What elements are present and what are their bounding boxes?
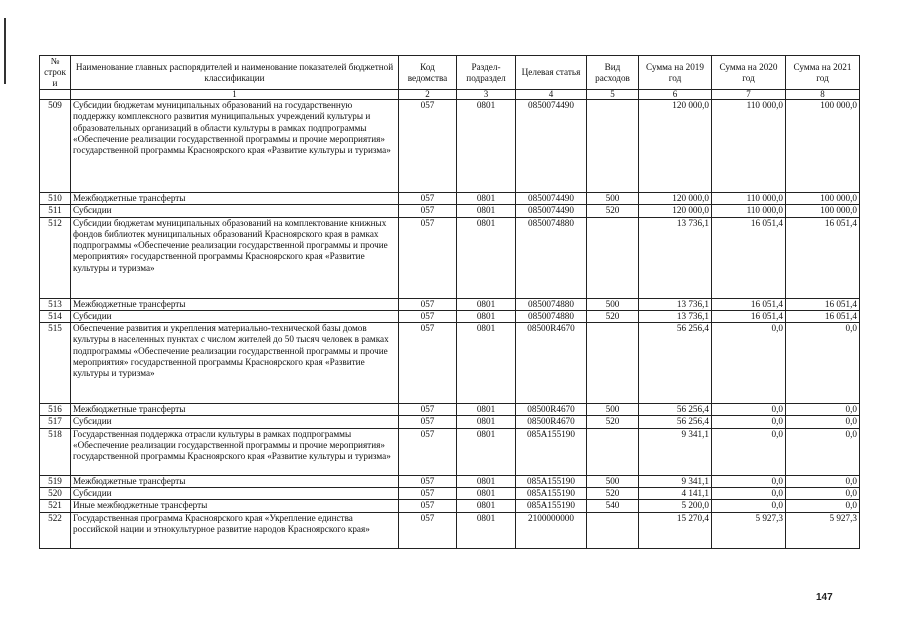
table-row bbox=[40, 404, 860, 416]
row-sum2019: 4 141,1 bbox=[639, 488, 712, 500]
row-sum2021: 0,0 bbox=[786, 428, 860, 475]
row-num: 510 bbox=[40, 193, 71, 205]
col-number: 5 bbox=[587, 90, 639, 100]
row-exp-type bbox=[587, 512, 639, 548]
row-dept: 057 bbox=[399, 100, 457, 193]
row-dept: 057 bbox=[399, 404, 457, 416]
row-num: 511 bbox=[40, 205, 71, 217]
row-exp-type: 520 bbox=[587, 488, 639, 500]
col-number: 8 bbox=[786, 90, 860, 100]
row-exp-type: 520 bbox=[587, 310, 639, 322]
row-name: Субсидии bbox=[71, 205, 399, 217]
row-name: Межбюджетные трансферты bbox=[71, 404, 399, 416]
row-exp-type: 520 bbox=[587, 416, 639, 428]
row-sum2019: 13 736,1 bbox=[639, 298, 712, 310]
table-row bbox=[40, 217, 860, 298]
row-name: Субсидии bbox=[71, 416, 399, 428]
row-sum2020: 0,0 bbox=[712, 323, 786, 404]
row-name: Обеспечение развития и укрепления материально-технической базы домов культуры в населенных пунктах с числом жителей до 50 тысяч человек в рамках подпрограммы «Обеспечение реализации государственной программы и прочие мероприятия» государственной программы Красноярского края «Развитие культуры и туризма» bbox=[71, 323, 399, 404]
row-num: 512 bbox=[40, 217, 71, 298]
row-sum2021: 0,0 bbox=[786, 488, 860, 500]
row-exp-type bbox=[587, 100, 639, 193]
row-sum2020: 0,0 bbox=[712, 404, 786, 416]
row-section: 0801 bbox=[457, 205, 516, 217]
table-row bbox=[40, 193, 860, 205]
row-sum2019: 9 341,1 bbox=[639, 475, 712, 487]
table-row bbox=[40, 500, 860, 512]
row-dept: 057 bbox=[399, 488, 457, 500]
row-name: Субсидии бюджетам муниципальных образований на комплектование книжных фондов библиотек муниципальных образований Красноярского края в рамках подпрограммы «Обеспечение реализации государственной программы и прочие мероприятия» государственной программы Красноярского края «Развитие культуры и туризма» bbox=[71, 217, 399, 298]
row-section: 0801 bbox=[457, 193, 516, 205]
col-number: 4 bbox=[516, 90, 587, 100]
row-sum2019: 120 000,0 bbox=[639, 100, 712, 193]
row-name: Межбюджетные трансферты bbox=[71, 475, 399, 487]
row-sum2020: 5 927,3 bbox=[712, 512, 786, 548]
table-row bbox=[40, 475, 860, 487]
row-num: 517 bbox=[40, 416, 71, 428]
row-sum2020: 0,0 bbox=[712, 428, 786, 475]
row-dept: 057 bbox=[399, 298, 457, 310]
table-row bbox=[40, 323, 860, 404]
row-target: 0850074880 bbox=[516, 298, 587, 310]
row-name: Субсидии bbox=[71, 310, 399, 322]
row-sum2019: 15 270,4 bbox=[639, 512, 712, 548]
row-section: 0801 bbox=[457, 512, 516, 548]
row-sum2020: 110 000,0 bbox=[712, 193, 786, 205]
row-target: 2100000000 bbox=[516, 512, 587, 548]
page-number: 147 bbox=[816, 592, 833, 603]
row-num: 520 bbox=[40, 488, 71, 500]
header-sum2019: Сумма на 2019 год bbox=[639, 56, 712, 90]
row-num: 516 bbox=[40, 404, 71, 416]
row-num: 519 bbox=[40, 475, 71, 487]
row-section: 0801 bbox=[457, 323, 516, 404]
table-row bbox=[40, 205, 860, 217]
row-dept: 057 bbox=[399, 310, 457, 322]
row-sum2019: 56 256,4 bbox=[639, 323, 712, 404]
row-section: 0801 bbox=[457, 500, 516, 512]
col-number bbox=[40, 90, 71, 100]
row-exp-type: 540 bbox=[587, 500, 639, 512]
col-number: 6 bbox=[639, 90, 712, 100]
header-exp-type: Вид расходов bbox=[587, 56, 639, 90]
row-sum2020: 0,0 bbox=[712, 416, 786, 428]
row-sum2020: 0,0 bbox=[712, 488, 786, 500]
row-sum2019: 120 000,0 bbox=[639, 193, 712, 205]
row-sum2021: 5 927,3 bbox=[786, 512, 860, 548]
row-name: Межбюджетные трансферты bbox=[71, 298, 399, 310]
row-target: 0850074880 bbox=[516, 217, 587, 298]
row-sum2020: 110 000,0 bbox=[712, 100, 786, 193]
row-dept: 057 bbox=[399, 475, 457, 487]
header-target: Целевая статья bbox=[516, 56, 587, 90]
budget-table bbox=[39, 55, 860, 549]
row-name: Субсидии bbox=[71, 488, 399, 500]
row-sum2021: 100 000,0 bbox=[786, 193, 860, 205]
row-target: 085A155190 bbox=[516, 428, 587, 475]
row-dept: 057 bbox=[399, 428, 457, 475]
row-target: 0850074490 bbox=[516, 205, 587, 217]
row-exp-type: 500 bbox=[587, 298, 639, 310]
row-sum2021: 0,0 bbox=[786, 500, 860, 512]
row-section: 0801 bbox=[457, 488, 516, 500]
row-target: 0850074880 bbox=[516, 310, 587, 322]
row-section: 0801 bbox=[457, 217, 516, 298]
row-sum2020: 16 051,4 bbox=[712, 310, 786, 322]
row-num: 515 bbox=[40, 323, 71, 404]
row-sum2019: 9 341,1 bbox=[639, 428, 712, 475]
row-num: 513 bbox=[40, 298, 71, 310]
row-dept: 057 bbox=[399, 323, 457, 404]
row-num: 514 bbox=[40, 310, 71, 322]
row-dept: 057 bbox=[399, 416, 457, 428]
row-section: 0801 bbox=[457, 298, 516, 310]
table-row bbox=[40, 298, 860, 310]
row-sum2021: 16 051,4 bbox=[786, 217, 860, 298]
row-dept: 057 bbox=[399, 217, 457, 298]
row-exp-type: 500 bbox=[587, 404, 639, 416]
row-sum2019: 13 736,1 bbox=[639, 217, 712, 298]
row-name: Субсидии бюджетам муниципальных образований на государственную поддержку комплексного развития муниципальных учреждений культуры и образовательных организаций в области культуры в рамках подпрограммы «Обеспечение реализации государственной программы и прочие мероприятия» государственной программы Красноярского края «Развитие культуры и туризма» bbox=[71, 100, 399, 193]
table-row bbox=[40, 416, 860, 428]
row-sum2021: 0,0 bbox=[786, 475, 860, 487]
row-name: Межбюджетные трансферты bbox=[71, 193, 399, 205]
row-dept: 057 bbox=[399, 512, 457, 548]
col-number: 3 bbox=[457, 90, 516, 100]
row-sum2021: 0,0 bbox=[786, 416, 860, 428]
row-target: 0850074490 bbox=[516, 193, 587, 205]
header-sum2021: Сумма на 2021 год bbox=[786, 56, 860, 90]
row-sum2020: 16 051,4 bbox=[712, 298, 786, 310]
row-exp-type bbox=[587, 323, 639, 404]
header-row bbox=[40, 56, 860, 90]
row-dept: 057 bbox=[399, 193, 457, 205]
row-num: 509 bbox=[40, 100, 71, 193]
row-target: 085A155190 bbox=[516, 500, 587, 512]
row-target: 0850074490 bbox=[516, 100, 587, 193]
table-row bbox=[40, 428, 860, 475]
row-sum2019: 5 200,0 bbox=[639, 500, 712, 512]
col-number: 7 bbox=[712, 90, 786, 100]
column-numbering-row bbox=[40, 90, 860, 100]
row-section: 0801 bbox=[457, 475, 516, 487]
row-target: 08500R4670 bbox=[516, 323, 587, 404]
row-exp-type: 500 bbox=[587, 475, 639, 487]
header-section: Раздел-подраздел bbox=[457, 56, 516, 90]
row-sum2021: 100 000,0 bbox=[786, 205, 860, 217]
row-sum2021: 0,0 bbox=[786, 323, 860, 404]
table-row bbox=[40, 488, 860, 500]
row-section: 0801 bbox=[457, 310, 516, 322]
row-section: 0801 bbox=[457, 416, 516, 428]
row-dept: 057 bbox=[399, 205, 457, 217]
row-section: 0801 bbox=[457, 428, 516, 475]
row-exp-type: 500 bbox=[587, 193, 639, 205]
row-sum2020: 110 000,0 bbox=[712, 205, 786, 217]
row-exp-type bbox=[587, 428, 639, 475]
row-sum2021: 16 051,4 bbox=[786, 298, 860, 310]
header-name: Наименование главных распорядителей и наименование показателей бюджетной классификации bbox=[71, 56, 399, 90]
table-row bbox=[40, 310, 860, 322]
row-section: 0801 bbox=[457, 100, 516, 193]
row-sum2021: 16 051,4 bbox=[786, 310, 860, 322]
row-target: 08500R4670 bbox=[516, 404, 587, 416]
row-sum2021: 0,0 bbox=[786, 404, 860, 416]
row-target: 085A155190 bbox=[516, 488, 587, 500]
row-target: 085A155190 bbox=[516, 475, 587, 487]
row-exp-type bbox=[587, 217, 639, 298]
row-sum2021: 100 000,0 bbox=[786, 100, 860, 193]
header-dept: Код ведомства bbox=[399, 56, 457, 90]
row-num: 522 bbox=[40, 512, 71, 548]
row-name: Иные межбюджетные трансферты bbox=[71, 500, 399, 512]
row-name: Государственная программа Красноярского края «Укрепление единства российской нации и этнокультурное развитие народов Красноярского края» bbox=[71, 512, 399, 548]
table-row bbox=[40, 100, 860, 193]
row-sum2020: 16 051,4 bbox=[712, 217, 786, 298]
row-sum2020: 0,0 bbox=[712, 475, 786, 487]
row-target: 08500R4670 bbox=[516, 416, 587, 428]
row-sum2019: 13 736,1 bbox=[639, 310, 712, 322]
row-sum2019: 56 256,4 bbox=[639, 416, 712, 428]
row-exp-type: 520 bbox=[587, 205, 639, 217]
row-name: Государственная поддержка отрасли культуры в рамках подпрограммы «Обеспечение реализации государственной программы и прочие мероприятия» государственной программы Красноярского края «Развитие культуры и туризма» bbox=[71, 428, 399, 475]
row-num: 518 bbox=[40, 428, 71, 475]
row-sum2020: 0,0 bbox=[712, 500, 786, 512]
binding-edge-mark bbox=[4, 18, 6, 84]
header-sum2020: Сумма на 2020 год bbox=[712, 56, 786, 90]
col-number: 2 bbox=[399, 90, 457, 100]
row-sum2019: 56 256,4 bbox=[639, 404, 712, 416]
col-number: 1 bbox=[71, 90, 399, 100]
header-num: № строки bbox=[40, 56, 71, 90]
row-dept: 057 bbox=[399, 500, 457, 512]
table-row bbox=[40, 512, 860, 548]
row-sum2019: 120 000,0 bbox=[639, 205, 712, 217]
row-section: 0801 bbox=[457, 404, 516, 416]
row-num: 521 bbox=[40, 500, 71, 512]
